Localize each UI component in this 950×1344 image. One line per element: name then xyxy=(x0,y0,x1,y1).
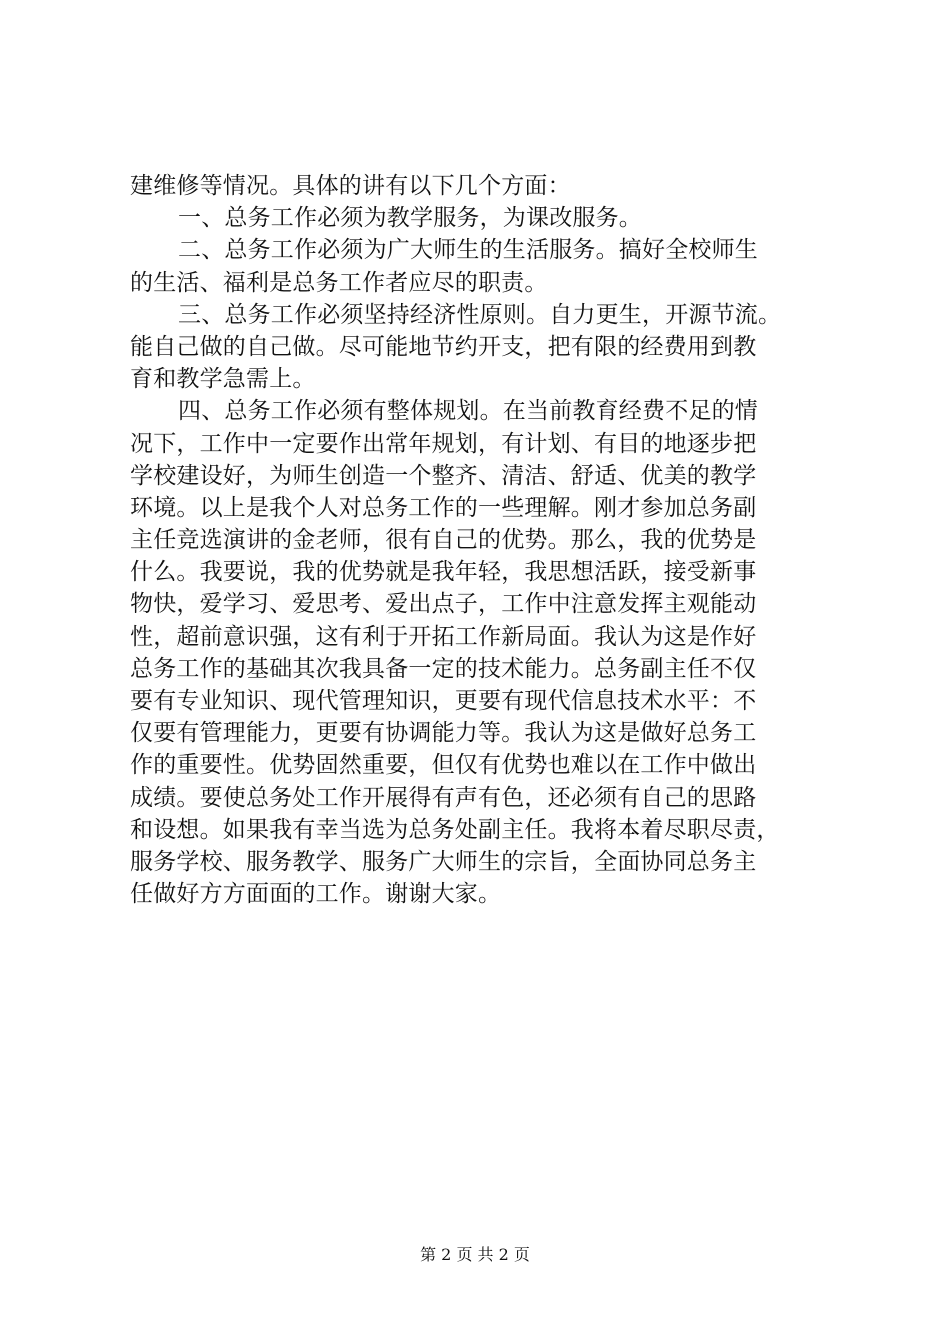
text-line: 四、总务工作必须有整体规划。在当前教育经费不足的情 xyxy=(178,398,758,425)
text-line: 环境。以上是我个人对总务工作的一些理解。刚才参加总务副 xyxy=(130,494,757,521)
text-line: 建维修等情况。具体的讲有以下几个方面： xyxy=(130,173,571,199)
text-line: 总务工作的基础其次我具备一定的技术能力。总务副主任不仅 xyxy=(130,655,757,682)
document-text xyxy=(130,170,840,910)
text-line: 物快，爱学习、爱思考、爱出点子，工作中注意发挥主观能动 xyxy=(130,591,757,618)
text-line: 仅要有管理能力，更要有协调能力等。我认为这是做好总务工 xyxy=(130,720,757,747)
text-line: 育和教学急需上。 xyxy=(130,366,316,393)
text-line: 什么。我要说，我的优势就是我年轻，我思想活跃，接受新事 xyxy=(130,559,757,586)
text-line: 性，超前意识强，这有利于开拓工作新局面。我认为这是作好 xyxy=(130,623,757,650)
text-line: 学校建设好，为师生创造一个整齐、清洁、舒适、优美的教学 xyxy=(130,462,757,489)
text-line: 主任竞选演讲的金老师，很有自己的优势。那么，我的优势是 xyxy=(130,527,757,554)
text-line: 服务学校、服务教学、服务广大师生的宗旨，全面协同总务主 xyxy=(130,848,757,875)
text-line: 二、总务工作必须为广大师生的生活服务。搞好全校师生 xyxy=(178,237,758,264)
text-line: 一、总务工作必须为教学服务，为课改服务。 xyxy=(178,205,642,232)
text-line: 任做好方方面面的工作。谢谢大家。 xyxy=(130,881,502,908)
text-line: 三、总务工作必须坚持经济性原则。自力更生，开源节流。 xyxy=(178,301,782,328)
text-line: 作的重要性。优势固然重要，但仅有优势也难以在工作中做出 xyxy=(130,752,757,779)
text-line: 况下，工作中一定要作出常年规划，有计划、有目的地逐步把 xyxy=(130,430,757,457)
text-line: 要有专业知识、现代管理知识，更要有现代信息技术水平：不 xyxy=(130,688,757,714)
page-footer: 第 2 页 共 2 页 xyxy=(420,1245,530,1264)
text-line: 的生活、福利是总务工作者应尽的职责。 xyxy=(130,269,548,296)
text-line: 能自己做的自己做。尽可能地节约开支，把有限的经费用到教 xyxy=(130,333,757,360)
text-line: 成绩。要使总务处工作开展得有声有色，还必须有自己的思路 xyxy=(130,784,757,811)
text-line: 和设想。如果我有幸当选为总务处副主任。我将本着尽职尽责， xyxy=(130,816,780,843)
